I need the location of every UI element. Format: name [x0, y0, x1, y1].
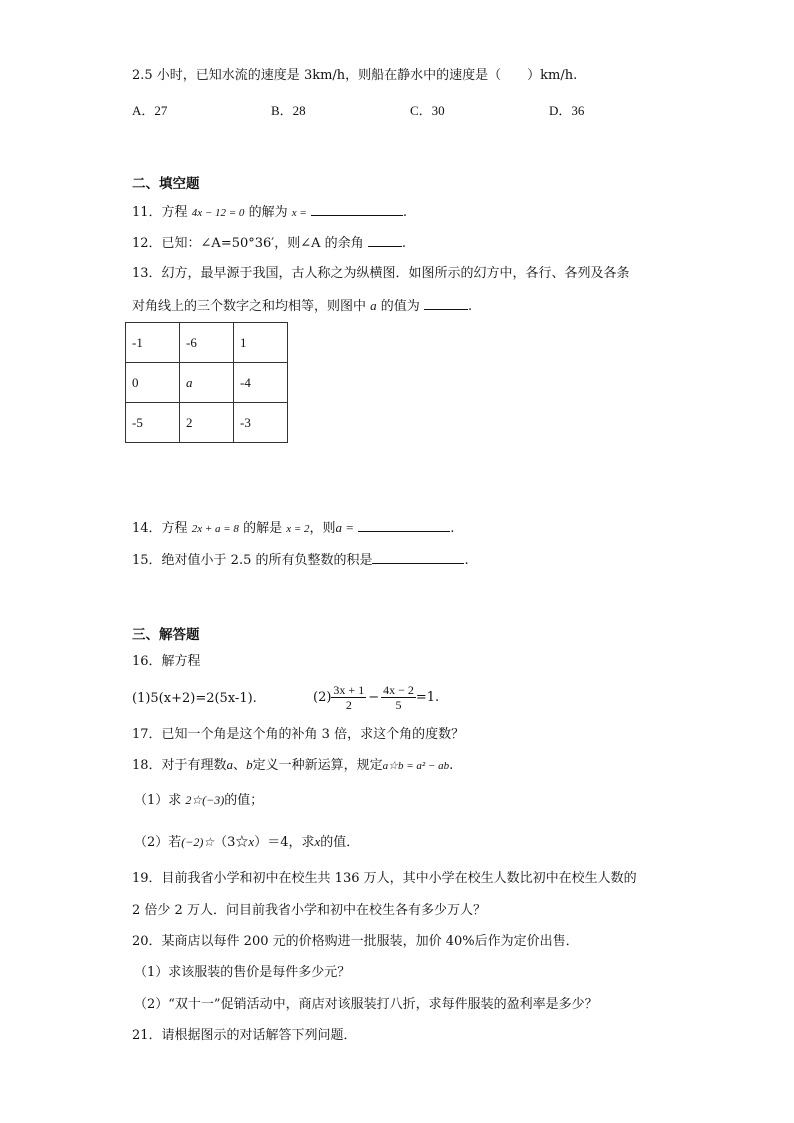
question-12: [132, 233, 406, 253]
fraction-numerator: 3x + 1: [333, 683, 365, 697]
fraction-numerator: 4x − 2: [383, 683, 414, 697]
question-16-part-2: [313, 680, 439, 716]
q11-equation: 4x − 12 = 0: [191, 207, 245, 219]
q18-text-b: 、: [233, 758, 247, 773]
q14-text-b: 的解是: [243, 521, 283, 536]
table-cell: -6: [180, 323, 234, 363]
question-18-part-1: [134, 791, 263, 810]
fraction-denominator: 5: [395, 698, 402, 712]
q12-end: .: [401, 236, 406, 251]
option-b: B．28: [271, 103, 306, 118]
q18-part2-var-x: x: [248, 834, 255, 849]
q18-var-a: a: [226, 757, 234, 772]
q16-part2-label: (2): [313, 690, 332, 705]
q14-text-c: ，则: [309, 521, 336, 536]
q18-part2-end: 的值．: [320, 835, 360, 850]
table-cell: a: [180, 363, 234, 403]
section-title-fill-in: 二、填空题: [132, 176, 200, 192]
table-row: [126, 363, 288, 403]
table-cell: 1: [234, 323, 288, 363]
option-a: A．27: [132, 103, 168, 118]
q14-text-a: 14．方程: [132, 521, 188, 536]
q18-part1-expression: 2☆(−3): [185, 793, 225, 807]
question-20-part-1: （1）求该服装的售价是每件多少元？: [134, 965, 351, 980]
question-16-part-1: (1)5(x+2)=2(5x-1).: [132, 691, 257, 706]
fraction: [331, 683, 366, 712]
fraction-denominator: 2: [345, 698, 352, 712]
question-14: [132, 518, 454, 538]
answer-blank: [372, 550, 464, 564]
question-19-line-1: 19．目前我省小学和初中在校生共 136 万人，其中小学在校生人数比初中在校生人数的: [132, 871, 637, 886]
question-16: 16．解方程: [132, 654, 201, 669]
option-c: C．30: [410, 103, 445, 118]
q14-variable: a =: [335, 520, 355, 535]
q15-text: 15．绝对值小于 2.5 的所有负整数的积是: [132, 553, 373, 568]
q14-solution: x = 2: [286, 523, 310, 535]
q11-text-b: 的解为: [248, 205, 288, 220]
answer-blank: [311, 202, 403, 216]
q18-part2-label: （2）若: [134, 835, 182, 850]
answer-blank: [358, 518, 450, 532]
q18-definition: a☆b = a² − ab: [382, 760, 450, 772]
q18-end: .: [449, 758, 454, 773]
q13-variable: a: [370, 298, 377, 313]
q13-text-a: 对角线上的三个数字之和均相等，则图中: [132, 299, 367, 314]
table-row: [126, 323, 288, 363]
option-d: D．36: [549, 103, 585, 118]
question-13-line-2: [132, 296, 472, 316]
q18-part2-expression: (−2)☆: [181, 835, 215, 849]
question-17: 17．已知一个角是这个角的补角 3 倍，求这个角的度数？: [132, 727, 465, 742]
minus-sign: −: [368, 690, 380, 705]
table-cell: -4: [234, 363, 288, 403]
magic-square-table: [125, 322, 288, 443]
q15-end: .: [464, 553, 469, 568]
question-21: 21．请根据图示的对话解答下列问题．: [132, 1028, 357, 1043]
question-10-continued: 2.5 小时，已知水流的速度是 3km/h，则船在静水中的速度是（ ）km/h.: [132, 68, 578, 83]
section-title-solutions: 三、解答题: [132, 627, 200, 643]
question-20: 20．某商店以每件 200 元的价格购进一批服装，加价 40%后作为定价出售．: [132, 934, 579, 949]
question-13-line-1: 13．幻方，最早源于我国，古人称之为纵横图．如图所示的幻方中，各行、各列及各条: [132, 266, 630, 281]
q12-text: 12．已知：∠A=50°36′，则∠A 的余角: [132, 236, 364, 251]
q11-text-a: 11．方程: [132, 205, 188, 220]
q18-part1-end: 的值；: [224, 793, 264, 808]
question-20-part-2: （2）“双十一”促销活动中，商店对该服装打八折，求每件服装的盈利率是多少？: [134, 997, 598, 1012]
q14-equation: 2x + a = 8: [191, 523, 239, 535]
q18-part1-label: （1）求: [134, 793, 182, 808]
fraction: [381, 683, 416, 712]
question-18: [132, 756, 453, 775]
table-cell: -1: [126, 323, 180, 363]
q18-var-b: b: [246, 757, 253, 772]
q18-part2-text-b: （3☆: [214, 835, 249, 850]
q11-variable: x =: [291, 207, 307, 219]
q16-part2-end: =1.: [415, 690, 440, 705]
table-cell: 0: [126, 363, 180, 403]
q18-text-a: 18．对于有理数: [132, 758, 227, 773]
q11-end: .: [402, 205, 408, 220]
q18-text-c: 定义一种新运算，规定: [252, 758, 383, 773]
table-cell: 2: [180, 403, 234, 443]
answer-blank: [424, 296, 468, 310]
q13-end: .: [467, 299, 473, 314]
question-19-line-2: 2 倍少 2 万人．问目前我省小学和初中在校生各有多少万人？: [132, 903, 486, 918]
question-18-part-2: [134, 833, 359, 852]
q13-text-b: 的值为: [380, 299, 420, 314]
table-row: [126, 403, 288, 443]
q18-part2-var-x: x: [314, 834, 321, 849]
table-cell: -5: [126, 403, 180, 443]
table-cell: -3: [234, 403, 288, 443]
question-15: [132, 550, 469, 570]
q18-part2-text-c: ）＝4，求: [254, 835, 315, 850]
answer-blank: [368, 233, 402, 247]
question-11: [132, 202, 407, 222]
q14-end: .: [450, 521, 455, 536]
